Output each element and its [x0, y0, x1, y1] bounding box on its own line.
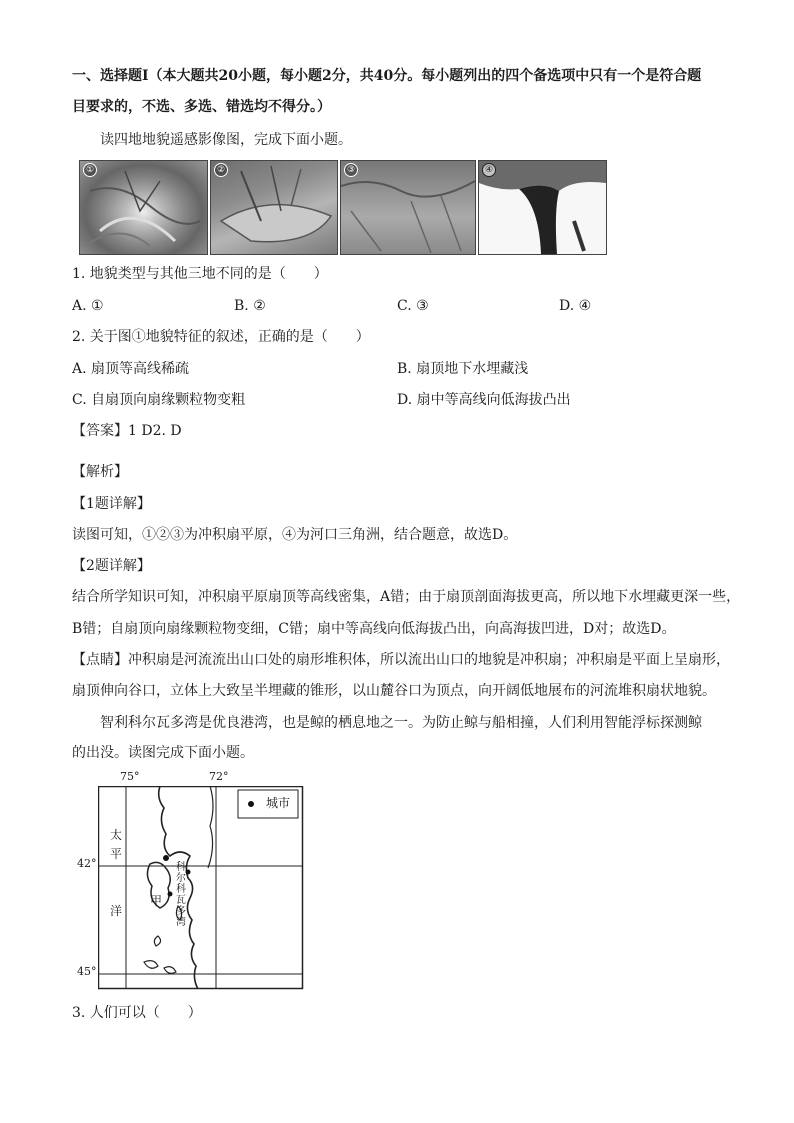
- q1-option-a[interactable]: A. ①: [72, 298, 104, 314]
- photo-3-texture: [341, 161, 475, 254]
- detail-2-line2: B错；自扇顶向扇缘颗粒物变细，C错；扇中等高线向低海拔凸出，向高海拔凹进，D对；故选D。: [72, 621, 676, 637]
- q1-option-b[interactable]: B. ②: [234, 298, 266, 314]
- q2-option-a[interactable]: A. 扇顶等高线稀疏: [72, 361, 190, 377]
- detail-1-label: 【1题详解】: [72, 496, 151, 512]
- q1-option-c[interactable]: C. ③: [397, 298, 429, 314]
- answer-row: [72, 421, 182, 441]
- analysis-label: 【解析】: [72, 464, 128, 480]
- photo-1-number: ①: [83, 163, 97, 177]
- photo-3: [340, 160, 476, 255]
- map-legend-text: 城市: [266, 796, 291, 810]
- photo-4-number: ④: [482, 163, 496, 177]
- map-ocean-char-2: 平: [110, 847, 123, 861]
- detail-2-label: 【2题详解】: [72, 558, 151, 574]
- section-heading-line2: 目要求的，不选、多选、错选均不得分。）: [72, 99, 331, 115]
- tip-label: 【点睛】: [72, 652, 128, 668]
- map-lat-bottom: 45°: [77, 965, 97, 978]
- photo-1: [79, 160, 208, 255]
- q2-option-c[interactable]: C. 自扇顶向扇缘颗粒物变粗: [72, 392, 246, 408]
- q1-intro: 读四地地貌遥感影像图，完成下面小题。: [100, 132, 352, 148]
- q3-intro-line2: 的出没。读图完成下面小题。: [72, 745, 254, 761]
- photo-1-texture: [80, 161, 207, 254]
- photo-4: [478, 160, 607, 255]
- answer-label: 【答案】: [72, 423, 128, 439]
- answer-text: 1 D2. D: [128, 423, 182, 439]
- photo-2: [210, 160, 338, 255]
- map-ocean-char-1: 太: [110, 828, 123, 842]
- map-lon-left: 75°: [120, 770, 140, 783]
- photo-4-delta: [479, 161, 606, 254]
- detail-1-text: 读图可知，①②③为冲积扇平原，④为河口三角洲，结合题意，故选D。: [72, 527, 518, 543]
- map-ocean-char-3: 洋: [110, 904, 123, 918]
- section-heading-line1: 一、选择题Ⅰ（本大题共20小题，每小题2分，共40分。每小题列出的四个备选项中只有一个是符合题: [72, 68, 702, 84]
- tip-text-1: 冲积扇是河流流出山口处的扇形堆积体，所以流出山口的地貌是冲积扇；冲积扇是平面上呈扇形，: [128, 652, 730, 668]
- map-place-jia: 甲: [150, 894, 163, 908]
- map-lon-right: 72°: [209, 770, 229, 783]
- map-lat-top: 42°: [77, 857, 97, 870]
- q1-stem: 1. 地貌类型与其他三地不同的是（ ）: [72, 266, 328, 282]
- photo-2-number: ②: [214, 163, 228, 177]
- q3-intro-line1: 智利科尔瓦多湾是优良港湾，也是鲸的栖息地之一。为防止鲸与船相撞，人们利用智能浮标探测鲸: [100, 715, 702, 731]
- detail-2-line1: 结合所学知识可知，冲积扇平原扇顶等高线密集，A错；由于扇顶剖面海拔更高，所以地下水埋藏更深一些，: [72, 589, 741, 605]
- q2-stem: 2. 关于图①地貌特征的叙述，正确的是（ ）: [72, 329, 370, 345]
- map-frame: [98, 786, 304, 990]
- photo-3-number: ③: [344, 163, 358, 177]
- chile-map: [70, 768, 310, 993]
- tip-line1: [72, 650, 730, 670]
- tip-line2: 扇顶伸向谷口，立体上大致呈半埋藏的锥形，以山麓谷口为顶点，向开阔低地展布的河流堆积扇状地貌。: [72, 683, 716, 699]
- q3-stem: 3. 人们可以（ ）: [72, 1005, 202, 1021]
- q1-option-d[interactable]: D. ④: [559, 298, 592, 314]
- q2-option-d[interactable]: D. 扇中等高线向低海拔凸出: [397, 392, 571, 408]
- map-bay-name: 科尔科瓦多湾: [176, 862, 186, 928]
- q2-option-b[interactable]: B. 扇顶地下水埋藏浅: [397, 361, 529, 377]
- photo-2-texture: [211, 161, 337, 254]
